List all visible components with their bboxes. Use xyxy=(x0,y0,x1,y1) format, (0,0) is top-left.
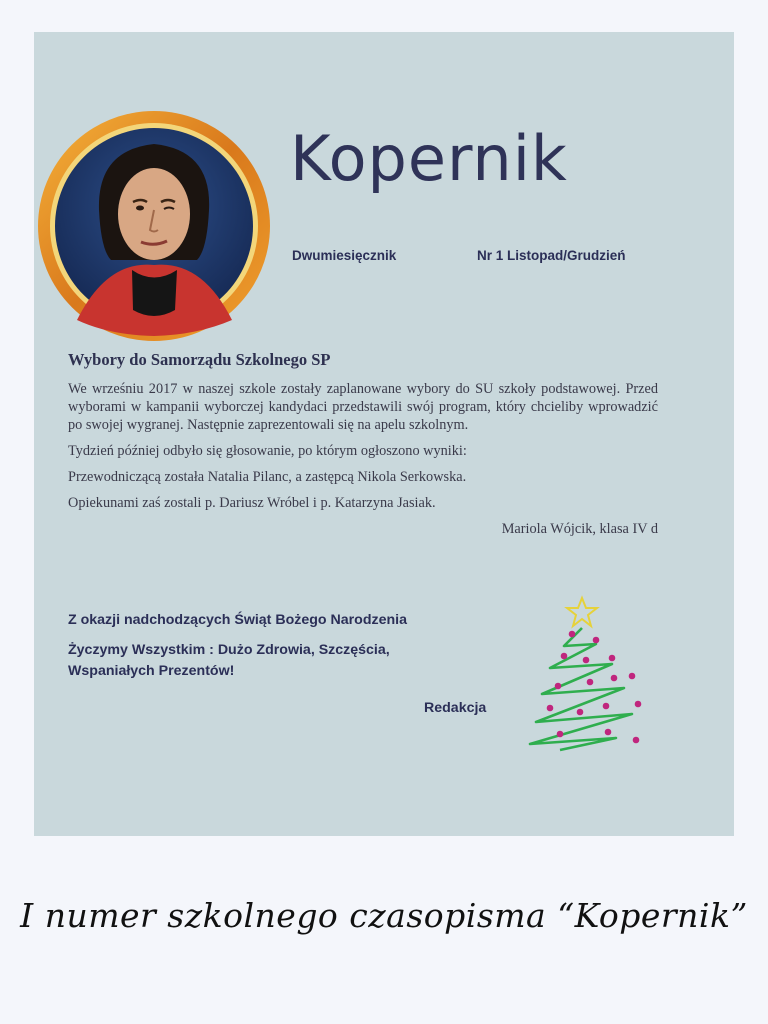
election-article xyxy=(68,350,658,546)
article-paragraph: Przewodniczącą została Natalia Pilanc, a zastępcą Nikola Serkowska. xyxy=(68,469,467,485)
newsletter-issue: Nr 1 Listopad/Grudzień xyxy=(477,248,626,263)
article-paragraph: We wrześniu 2017 w naszej szkole zostały zaplanowane wybory do SU szkoły podstawowej. Przed wyborami w kampanii wyborczej kandydaci przedstawili swój program, który chcieliby wprowadzić po swojej wygranej. Następnie zaprezentowali się na apelu szkolnym. xyxy=(68,381,658,433)
copernicus-portrait xyxy=(37,110,271,342)
christmas-tree-icon xyxy=(520,594,660,754)
article-author: Mariola Wójcik, klasa IV d xyxy=(501,521,658,537)
holiday-greeting xyxy=(68,610,538,682)
article-heading: Wybory do Samorządu Szkolnego SP xyxy=(68,350,331,369)
article-paragraph: Tydzień później odbyło się głosowanie, po którym ogłoszono wyniki: xyxy=(68,443,467,459)
article-paragraph: Opiekunami zaś zostali p. Dariusz Wróbel i p. Katarzyna Jasiak. xyxy=(68,495,436,511)
greeting-line: Z okazji nadchodzących Świąt Bożego Narodzenia xyxy=(68,612,407,628)
greeting-line: Życzymy Wszystkim : Dużo Zdrowia, Szczęścia, xyxy=(68,642,390,658)
greeting-line: Wspaniałych Prezentów! xyxy=(68,663,235,679)
photo-caption: I numer szkolnego czasopisma “Kopernik” xyxy=(20,896,748,935)
newsletter-frequency: Dwumiesięcznik xyxy=(292,248,397,263)
newsletter-page xyxy=(34,32,734,836)
newsletter-title: Kopernik xyxy=(290,122,568,195)
greeting-signature: Redakcja xyxy=(424,700,487,716)
